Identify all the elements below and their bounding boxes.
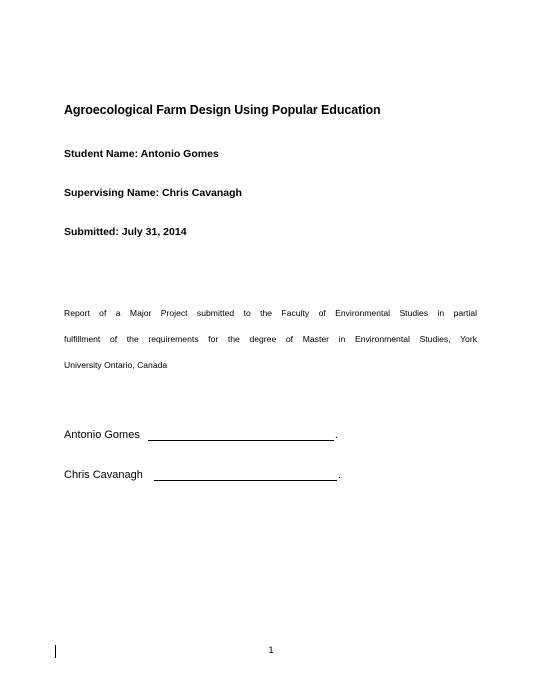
page-number: 1 [268,645,274,655]
supervisor-name-line: Supervising Name: Chris Cavanagh [64,187,242,199]
signature-row-supervisor [64,469,341,481]
document-title: Agroecological Farm Design Using Popular Education [64,103,381,117]
report-line-1: Report of a Major Project submitted to the Faculty of Environmental Studies in partial [64,308,477,318]
signature-name: Antonio Gomes [64,429,140,441]
signature-row-student [64,429,338,441]
signature-line [154,469,337,481]
student-name-line: Student Name: Antonio Gomes [64,148,219,160]
report-line-2: fulfillment of the requirements for the degree of Master in Environmental Studies, York [64,334,477,344]
signature-name: Chris Cavanagh [64,469,143,481]
signature-terminator: . [337,469,341,481]
report-line-3: University Ontario, Canada [64,360,168,370]
text-cursor-mark [55,645,56,658]
submitted-date-line: Submitted: July 31, 2014 [64,226,187,238]
signature-terminator: . [334,429,338,441]
report-statement [64,300,477,378]
signature-line [148,429,334,441]
